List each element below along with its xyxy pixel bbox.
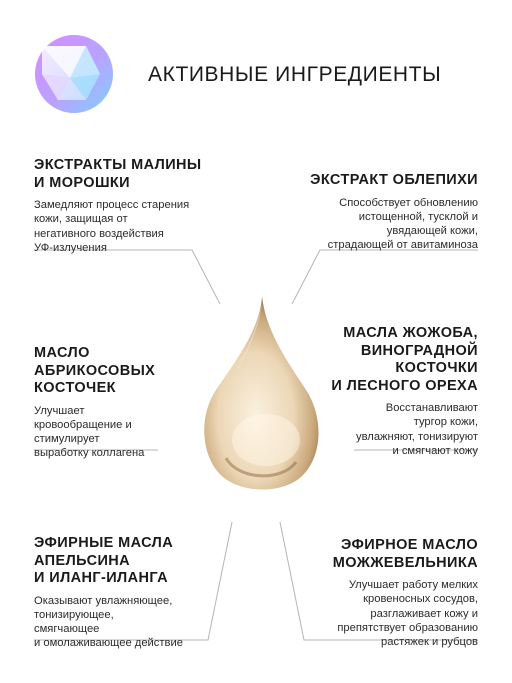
ingredient-juniper-essential-oil [278,537,478,649]
ingredient-description: Улучшает работу мелких кровеносных сосудов, разглаживает кожу и препятствует образованию растяжек и рубцов [337,579,478,649]
ingredient-description: Замедляют процесс старения кожи, защищая от негативного воздействия УФ-излучения [34,199,190,254]
ingredient-title: МАСЛО АБРИКОСОВЫХ КОСТОЧЕК [34,345,156,396]
ingredient-apricot-kernel-oil [34,345,204,461]
ingredient-orange-ylang-essential-oils [34,535,234,651]
ingredient-title: ЭКСТРАКТ ОБЛЕПИХИ [310,172,478,188]
page-title: АКТИВНЫЕ ИНГРЕДИЕНТЫ [148,63,442,86]
ingredient-title: ЭФИРНОЕ МАСЛО МОЖЖЕВЕЛЬНИКА [332,537,478,571]
connector-line-top-left [34,250,220,304]
ingredient-raspberry-cloudberry [34,157,234,255]
ingredient-description: Оказывают увлажняющее, тонизирующее, смягчающее и омолаживающее действие [34,594,183,650]
ingredient-jojoba-grape-hazelnut-oils [288,325,478,458]
ingredient-title: МАСЛА ЖОЖОБА, ВИНОГРАДНОЙ КОСТОЧКИ И ЛЕСНОГО ОРЕХА [331,325,478,394]
ingredient-description: Улучшает кровообращение и стимулирует выработку коллагена [34,404,145,460]
ingredient-sea-buckthorn [278,172,478,253]
ingredient-title: ЭКСТРАКТЫ МАЛИНЫ И МОРОШКИ [34,157,202,191]
ingredient-description: Способствует обновлению истощенной, тусклой и увядающей кожи, страдающей от авитаминоза [327,196,478,252]
ingredient-description: Восстанавливают тургор кожи, увлажняют, тонизируют и смягчают кожу [356,402,478,457]
ingredient-title: ЭФИРНЫЕ МАСЛА АПЕЛЬСИНА И ИЛАНГ-ИЛАНГА [34,535,174,586]
